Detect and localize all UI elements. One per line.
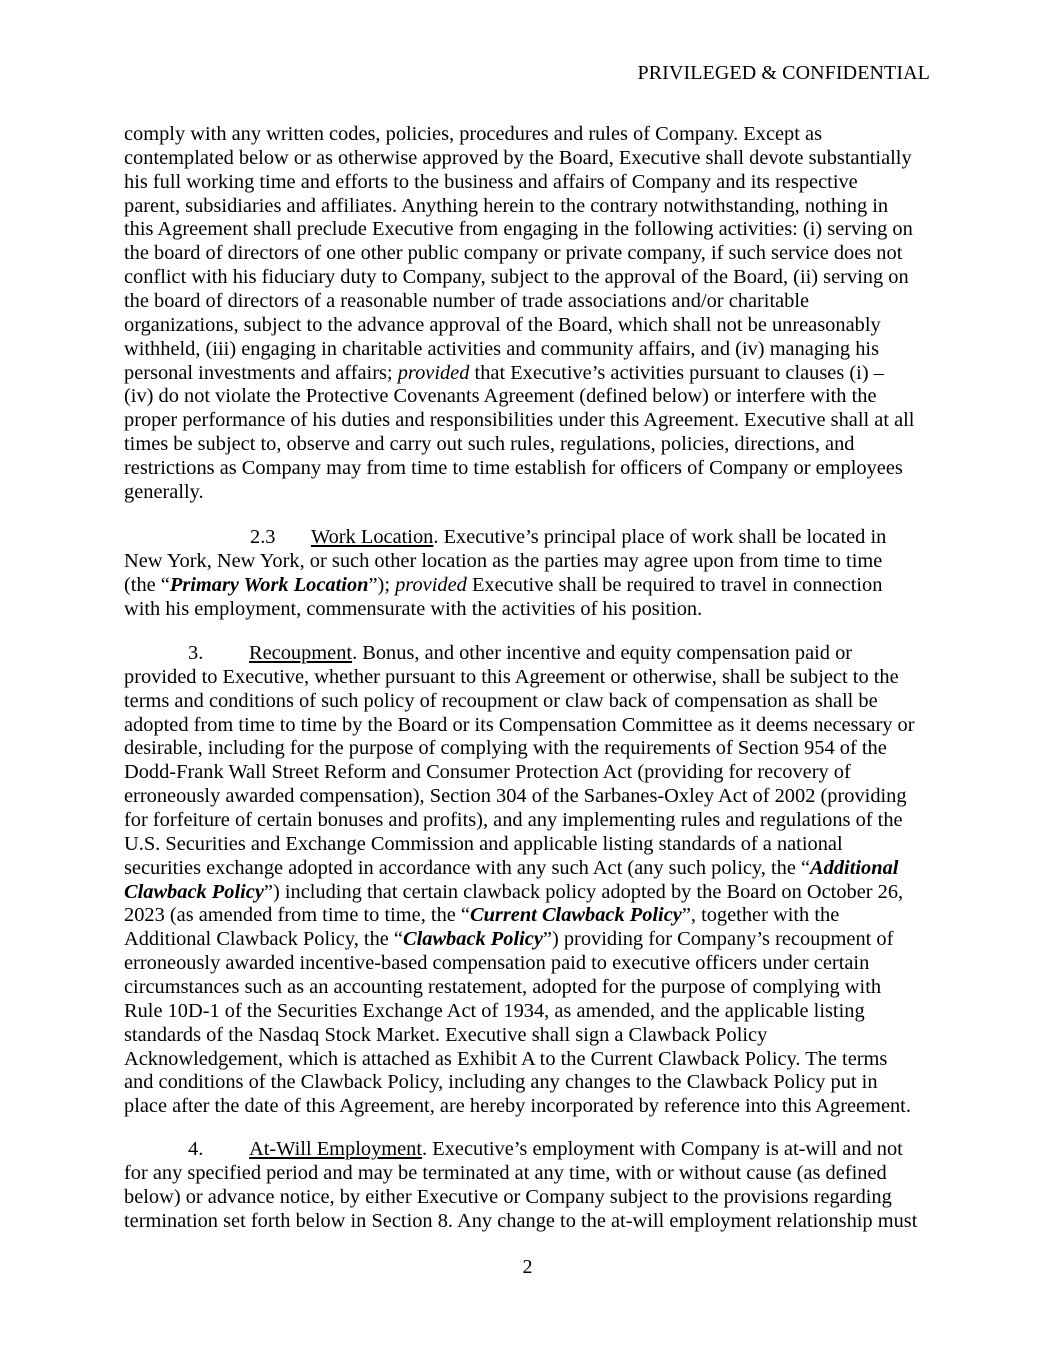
text-line (124, 123, 944, 147)
text-line (124, 666, 944, 690)
text-run: for any specified period and may be terminated at any time, with or without cause (as defined (124, 1161, 887, 1184)
text-run: the board of directors of one other public company or private company, if such service does not (124, 242, 903, 265)
text-line (124, 362, 944, 386)
section-2-3-work-location (124, 526, 944, 621)
text-run: times be subject to, observe and carry out such rules, regulations, policies, directions, and (124, 433, 855, 456)
text-line (124, 1000, 944, 1024)
text-run: U.S. Securities and Exchange Commission and applicable listing standards of a national (124, 832, 843, 855)
text-run: termination set forth below in Section 8. Any change to the at-will employment relationship must (124, 1209, 918, 1232)
text-run: this Agreement shall preclude Executive from engaging in the following activities: (i) serving on (124, 218, 913, 241)
text-run: comply with any written codes, policies, procedures and rules of Company. Except as (124, 123, 823, 145)
text-run: ”) providing for Company’s recoupment of (542, 928, 894, 951)
text-run: for forfeiture of certain bonuses and profits), and any implementing rules and regulations of the (124, 809, 903, 832)
text-line (124, 574, 944, 598)
text-line (124, 433, 944, 457)
section-heading: Recoupment (249, 642, 353, 664)
emphasis-text: provided (395, 573, 467, 596)
text-line (124, 1024, 944, 1048)
text-run: restrictions as Company may from time to time establish for officers of Company or employees (124, 457, 903, 480)
text-run: his full working time and efforts to the business and affairs of Company and its respective (124, 170, 858, 193)
text-line (124, 171, 944, 195)
text-line (124, 809, 944, 833)
text-line (124, 1095, 944, 1119)
text-run: the board of directors of a reasonable number of trade associations and/or charitable (124, 290, 810, 313)
text-line (124, 737, 944, 761)
text-run: and conditions of the Clawback Policy, including any changes to the Clawback Policy put in (124, 1071, 878, 1094)
text-run: desirable, including for the purpose of complying with the requirements of Section 954 of the (124, 737, 887, 760)
text-line (124, 761, 944, 785)
text-run: Executive shall be required to travel in connection (466, 573, 883, 596)
text-run: place after the date of this Agreement, are hereby incorporated by reference into this Agreement. (124, 1095, 911, 1118)
section-number: 2.3 (250, 526, 276, 548)
text-run: parent, subsidiaries and affiliates. Anything herein to the contrary notwithstanding, nothing in (124, 194, 889, 217)
confidentiality-header: PRIVILEGED & CONFIDENTIAL (637, 62, 930, 84)
text-line (124, 785, 944, 809)
text-run: generally. (124, 480, 204, 503)
text-line (124, 881, 944, 905)
text-line (124, 1210, 944, 1234)
text-line (124, 1162, 944, 1186)
text-run: ”, together with the (681, 904, 840, 927)
text-run: with his employment, commensurate with the activities of his position. (124, 597, 703, 620)
section-heading: Work Location (311, 526, 434, 548)
text-line (124, 598, 944, 622)
text-line (124, 952, 944, 976)
defined-term: Primary Work Location (169, 573, 369, 596)
text-line (124, 690, 944, 714)
text-run: 2023 (as amended from time to time, the “ (124, 904, 470, 927)
text-run: (iv) do not violate the Protective Covenants Agreement (defined below) or interfere with the (124, 385, 877, 408)
text-run: circumstances such as an accounting restatement, adopted for the purpose of complying with (124, 976, 882, 999)
emphasis-text: provided (397, 361, 470, 384)
text-run: provided to Executive, whether pursuant to this Agreement or otherwise, shall be subject to the (124, 665, 899, 688)
text-line (124, 218, 944, 242)
text-run: New York, New York, or such other location as the parties may agree upon from time to time (124, 549, 883, 572)
text-run: . Executive’s employment with Company is at-will and not (422, 1138, 903, 1160)
text-line (124, 195, 944, 219)
text-line (124, 409, 944, 433)
text-line (124, 526, 944, 550)
text-run: securities exchange adopted in accordance with any such Act (any such policy, the “ (124, 856, 811, 879)
text-line (124, 1138, 944, 1162)
text-line (124, 481, 944, 505)
text-run: adopted from time to time by the Board or its Compensation Committee as it deems necessary or (124, 713, 915, 736)
text-run: standards of the Nasdaq Stock Market. Executive shall sign a Clawback Policy (124, 1023, 768, 1046)
section-4-at-will-employment (124, 1138, 944, 1233)
section-number: 3. (188, 642, 204, 664)
text-run: that Executive’s activities pursuant to clauses (i) – (469, 361, 884, 384)
text-run: conflict with his fiduciary duty to Company, subject to the approval of the Board, (ii) serving on (124, 266, 909, 289)
section-3-recoupment (124, 642, 944, 1119)
defined-term: Clawback Policy (403, 928, 543, 951)
text-run: organizations, subject to the advance approval of the Board, which shall not be unreasonably (124, 313, 881, 336)
defined-term: Additional (810, 856, 899, 879)
text-line (124, 266, 944, 290)
text-line (124, 976, 944, 1000)
text-run: Acknowledgement, which is attached as Exhibit A to the Current Clawback Policy. The terms (124, 1047, 888, 1070)
text-run: Additional Clawback Policy, the “ (124, 928, 403, 951)
text-line (124, 1071, 944, 1095)
text-line (124, 1186, 944, 1210)
text-line (124, 385, 944, 409)
text-run: . Executive’s principal place of work shall be located in (433, 526, 887, 548)
text-line (124, 642, 944, 666)
text-line (124, 290, 944, 314)
text-run: Dodd-Frank Wall Street Reform and Consumer Protection Act (providing for recovery of (124, 761, 851, 784)
text-line (124, 550, 944, 574)
text-run: erroneously awarded compensation), Section 304 of the Sarbanes-Oxley Act of 2002 (providing (124, 785, 907, 808)
text-line (124, 928, 944, 952)
text-run: ”); (368, 573, 396, 596)
text-line (124, 714, 944, 738)
section-number: 4. (188, 1138, 204, 1160)
text-run: terms and conditions of such policy of recoupment or claw back of compensation as shall be (124, 689, 878, 712)
text-line (124, 833, 944, 857)
text-run: proper performance of his duties and responsibilities under this Agreement. Executive shall at all (124, 409, 915, 432)
text-run: Rule 10D-1 of the Securities Exchange Act of 1934, as amended, and the applicable listing (124, 999, 865, 1022)
paragraph-activities (124, 123, 944, 505)
text-line (124, 242, 944, 266)
section-heading: At-Will Employment (249, 1138, 423, 1160)
text-line (124, 457, 944, 481)
text-line (124, 1048, 944, 1072)
text-line (124, 857, 944, 881)
defined-term: Current Clawback Policy (469, 904, 682, 927)
text-run: ”) including that certain clawback policy adopted by the Board on October 26, (263, 880, 904, 903)
page-number: 2 (522, 1256, 533, 1278)
text-line (124, 314, 944, 338)
text-line (124, 338, 944, 362)
text-line (124, 904, 944, 928)
text-run: contemplated below or as otherwise approved by the Board, Executive shall devote substantially (124, 146, 912, 169)
text-line (124, 147, 944, 171)
text-run: withheld, (iii) engaging in charitable activities and community affairs, and (iv) managing his (124, 337, 880, 360)
text-run: below) or advance notice, by either Executive or Company subject to the provisions regarding (124, 1185, 892, 1208)
defined-term: Clawback Policy (124, 880, 264, 903)
text-run: personal investments and affairs; (124, 361, 398, 384)
text-run: (the “ (124, 573, 170, 596)
text-run: erroneously awarded incentive-based compensation paid to executive officers under certain (124, 952, 870, 975)
text-run: . Bonus, and other incentive and equity compensation paid or (352, 642, 853, 664)
